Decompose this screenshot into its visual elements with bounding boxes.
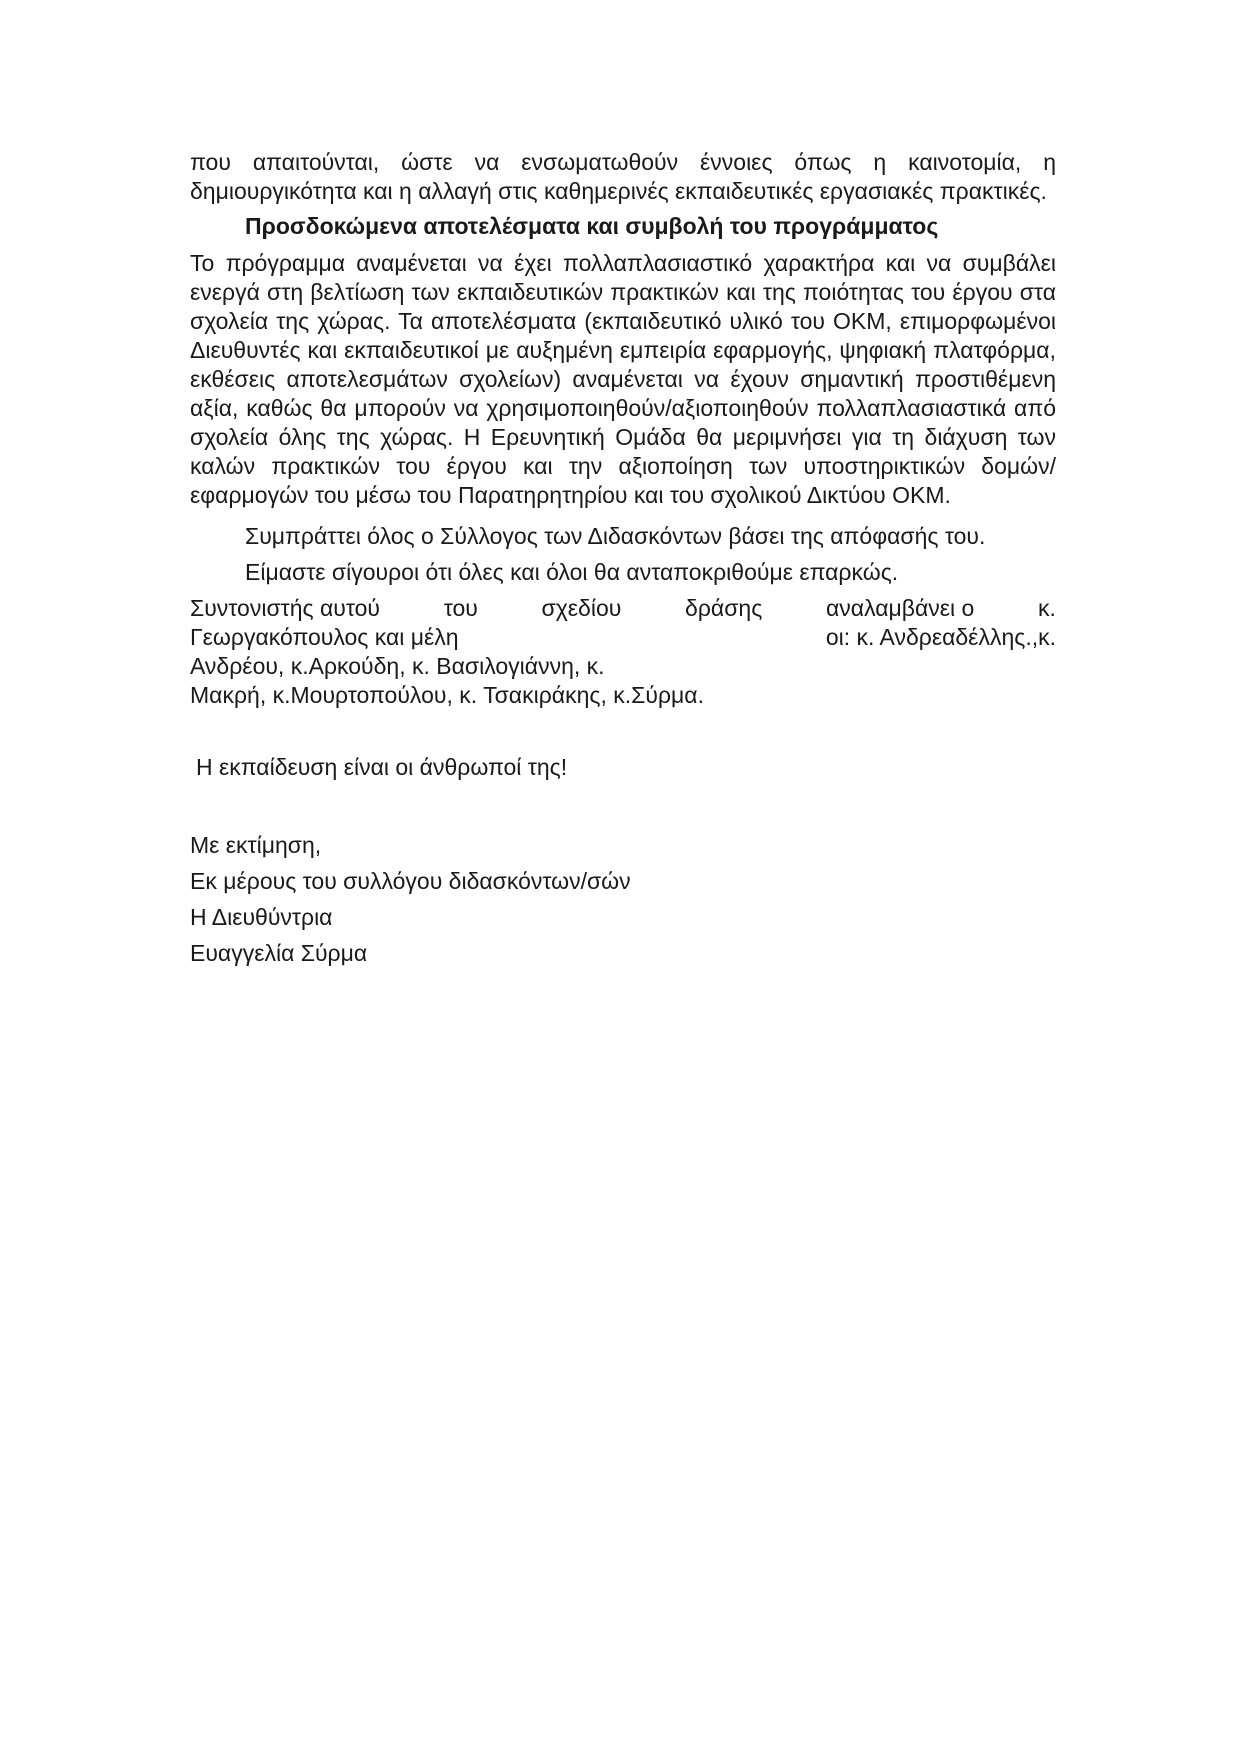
closing-on-behalf: Εκ μέρους του συλλόγου διδασκόντων/σών: [190, 868, 631, 894]
results-paragraph: Το πρόγραμμα αναμένεται να έχει πολλαπλασιαστικό χαρακτήρα και να συμβάλει ενεργά στη βελτίωση των εκπαιδευτικών πρακτικών και της ποιότητας του έργου στα σχολεία της χώρας. Τα αποτελέσματα (εκπαιδευτικό υλικό του ΟΚΜ, επιμορφωμένοι Διευθυντές και εκπαιδευτικοί με αυξημένη εμπειρία εφαρμογής, ψηφιακή πλατφόρμα, εκθέσεις αποτελεσμάτων σχολείων) αναμένεται να έχουν σημαντική προστιθέμενη αξία, καθώς θα μπορούν να χρησιμοποιηθούν/αξιοποιηθούν πολλαπλασιαστικά από σχολεία όλης της χώρας. Η Ερευνητική Ομάδα θα μεριμνήσει για τη διάχυση των καλών πρακτικών του έργου και την αξιοποίηση των υποστηρικτικών δομών/εφαρμογών του μέσω του Παρατηρητηρίου και του σχολικού Δικτύου ΟΚΜ.: [190, 250, 1056, 508]
members-word: του: [443, 595, 478, 621]
section-heading: Προσδοκώμενα αποτελέσματα και συμβολή του προγράμματος: [245, 213, 939, 239]
closing-regards: Με εκτίμηση,: [190, 832, 322, 858]
closing-block: [190, 827, 1056, 971]
members-word: αναλαμβάνει ο: [825, 595, 975, 621]
members-word: δράσης: [685, 595, 763, 621]
members-word: Συντονιστής αυτού: [190, 595, 381, 621]
intro-paragraph: που απαιτούνται, ώστε να ενσωματωθούν έννοιες όπως η καινοτομία, η δημιουργικότητα και η αλλαγή στις καθημερινές εκπαιδευτικές εργασιακές πρακτικές.: [190, 149, 1056, 204]
members-word: σχεδίου: [541, 595, 622, 621]
members-block: [190, 594, 1056, 710]
signatory-name: Ευαγγελία Σύρμα: [190, 940, 368, 966]
members-word: οι: κ. Ανδρεαδέλλης.,κ.: [825, 624, 1056, 650]
closing-role: Η Διευθύντρια: [190, 904, 333, 930]
confidence-line: Είμαστε σίγουροι ότι όλες και όλοι θα ανταποκριθούμε επαρκώς.: [245, 559, 899, 585]
members-row-4: Μακρή, κ.Μουρτοπούλου, κ. Τσακιράκης, κ.Σύρμα.: [190, 682, 704, 708]
members-word: κ.: [1038, 595, 1056, 621]
members-row-3: Ανδρέου, κ.Αρκούδη, κ. Βασιλογιάννη, κ.: [190, 653, 605, 679]
members-row-1: [190, 594, 1056, 623]
members-word: Γεωργακόπουλος και μέλη: [190, 624, 459, 650]
support-line: Συμπράττει όλος ο Σύλλογος των Διδασκόντων βάσει της απόφασής του.: [245, 523, 986, 549]
document-body: [190, 148, 1056, 971]
motto: Η εκπαίδευση είναι οι άνθρωποί της!: [196, 754, 568, 780]
members-row-2: [190, 623, 1056, 652]
